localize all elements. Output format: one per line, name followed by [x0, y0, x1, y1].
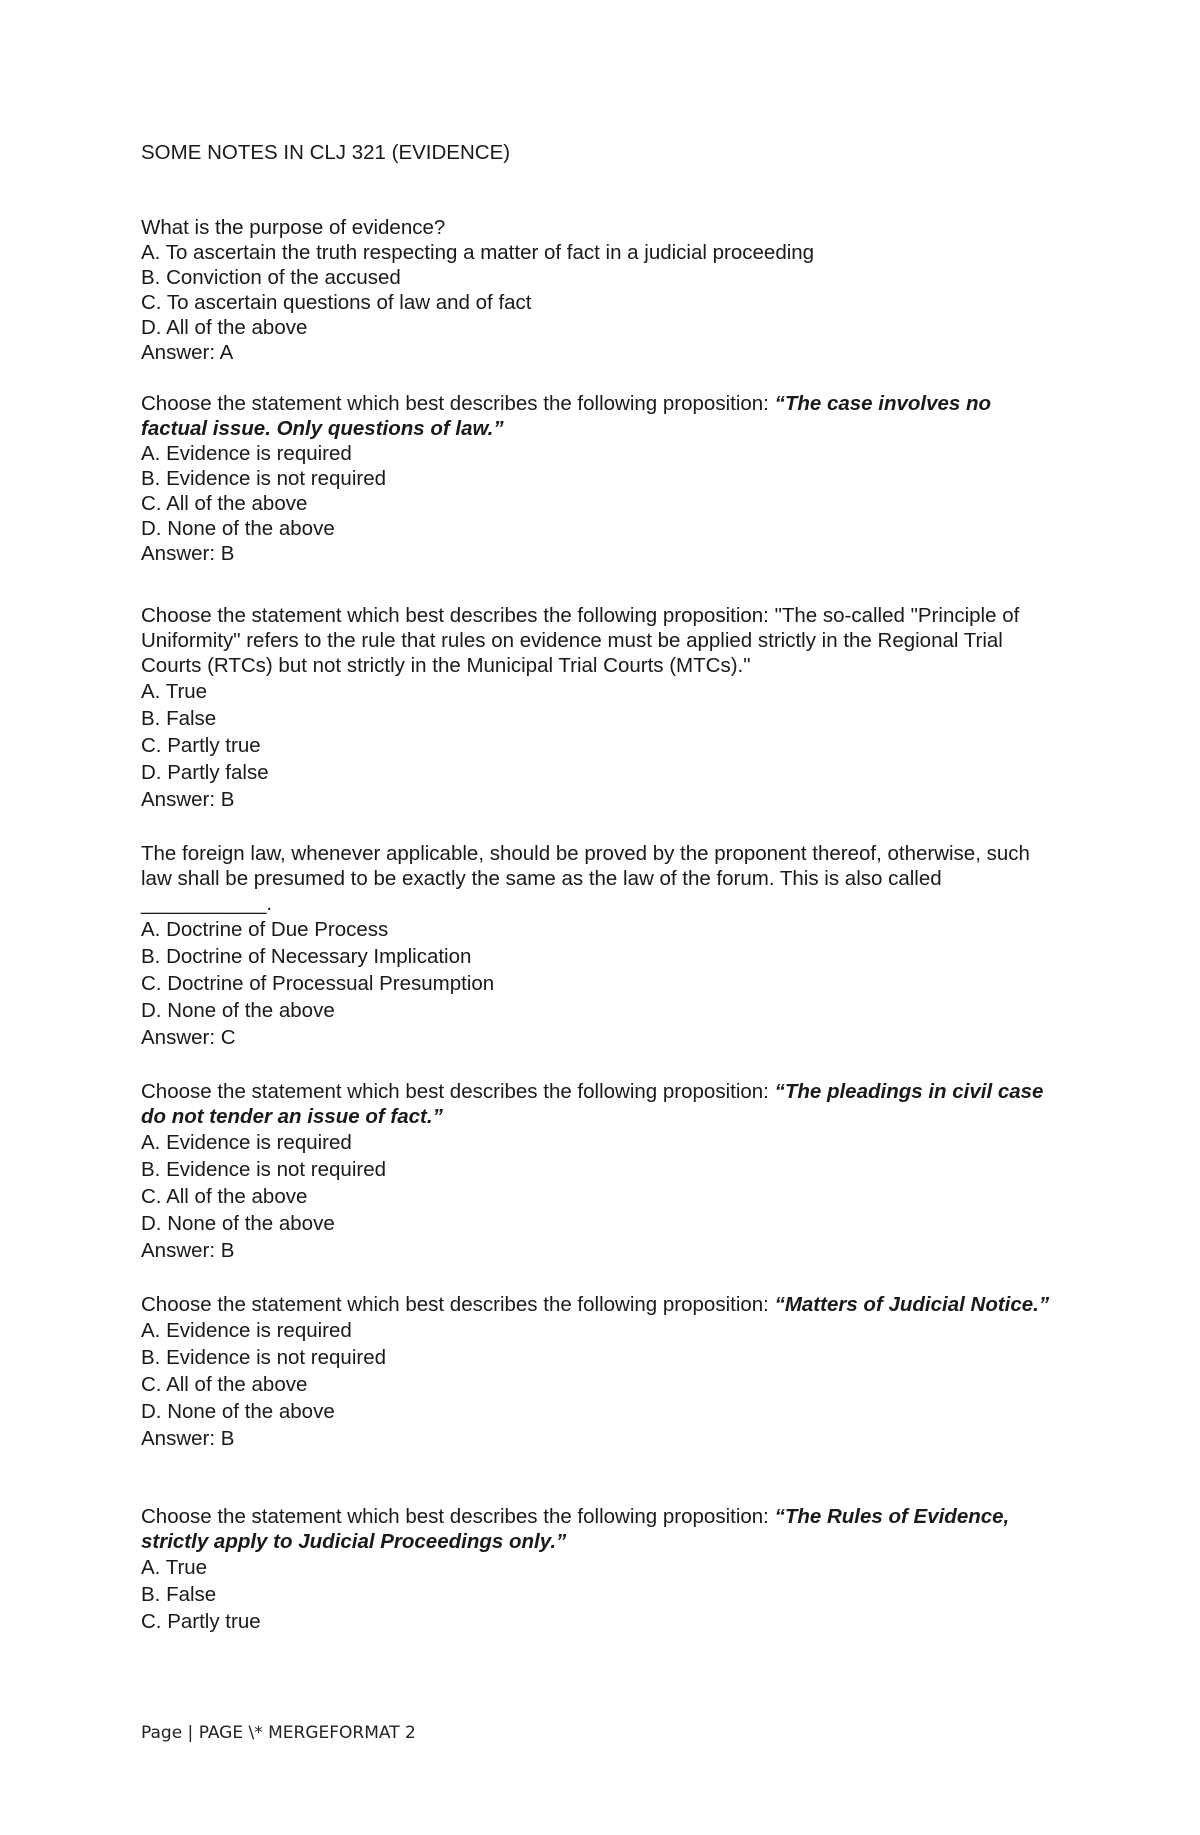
option-d: D. Partly false — [141, 761, 269, 784]
question-text: What is the purpose of evidence? — [141, 216, 446, 239]
option-d: D. None of the above — [141, 517, 335, 540]
question-6 — [141, 1292, 1061, 1452]
question-2 — [141, 391, 1061, 566]
option-a: A. Doctrine of Due Process — [141, 918, 389, 941]
answer: Answer: B — [141, 788, 235, 811]
question-lead: Choose the statement which best describes the following proposition: — [141, 1505, 775, 1528]
question-7 — [141, 1504, 1061, 1635]
option-c: C. Partly true — [141, 1610, 261, 1633]
page-footer: Page | PAGE \* MERGEFORMAT 2 — [141, 1723, 416, 1743]
option-a: A. To ascertain the truth respecting a matter of fact in a judicial proceeding — [141, 241, 815, 264]
question-text — [141, 1504, 1061, 1554]
question-text — [141, 1292, 1061, 1317]
option-b: B. Evidence is not required — [141, 1158, 386, 1181]
option-b: B. Doctrine of Necessary Implication — [141, 945, 472, 968]
question-lead: Choose the statement which best describes the following proposition: — [141, 392, 775, 415]
option-b: B. Conviction of the accused — [141, 266, 401, 289]
option-c: C. Partly true — [141, 734, 261, 757]
question-3 — [141, 603, 1061, 813]
option-a: A. Evidence is required — [141, 442, 352, 465]
question-text — [141, 391, 1061, 441]
option-c: C. All of the above — [141, 1185, 308, 1208]
question-lead: Choose the statement which best describes the following proposition: — [141, 1080, 775, 1103]
option-c: C. All of the above — [141, 492, 308, 515]
question-emphasis: “The case involves no factual issue. Only questions of law.” — [141, 392, 992, 440]
document-title: SOME NOTES IN CLJ 321 (EVIDENCE) — [141, 141, 511, 164]
question-5 — [141, 1079, 1061, 1264]
option-b: B. False — [141, 707, 217, 730]
document-body — [141, 140, 1061, 1635]
option-d: D. None of the above — [141, 999, 335, 1022]
question-lead: Choose the statement which best describes the following proposition: — [141, 1293, 775, 1316]
question-text — [141, 1079, 1061, 1129]
option-b: B. Evidence is not required — [141, 467, 386, 490]
answer: Answer: B — [141, 1239, 235, 1262]
answer: Answer: C — [141, 1026, 236, 1049]
answer: Answer: B — [141, 542, 235, 565]
option-a: A. Evidence is required — [141, 1131, 352, 1154]
option-b: B. Evidence is not required — [141, 1346, 386, 1369]
option-d: D. None of the above — [141, 1212, 335, 1235]
question-text: Choose the statement which best describes the following proposition: "The so-called "Principle of Uniformity" refers to the rule that rules on evidence must be applied strictly in the Regional Trial Courts (RTCs) but not strictly in the Municipal Trial Courts (MTCs)." — [141, 604, 1020, 677]
option-d: D. None of the above — [141, 1400, 335, 1423]
option-b: B. False — [141, 1583, 217, 1606]
question-emphasis: “The Rules of Evidence, strictly apply to Judicial Proceedings only.” — [141, 1505, 1010, 1553]
answer: Answer: B — [141, 1427, 235, 1450]
question-4 — [141, 841, 1061, 1051]
question-emphasis: “Matters of Judicial Notice.” — [774, 1293, 1050, 1316]
question-emphasis: “The pleadings in civil case do not tender an issue of fact.” — [141, 1080, 1044, 1128]
answer: Answer: A — [141, 341, 234, 364]
option-a: A. True — [141, 1556, 208, 1579]
question-1 — [141, 215, 1061, 365]
option-d: D. All of the above — [141, 316, 308, 339]
option-c: C. All of the above — [141, 1373, 308, 1396]
option-c: C. Doctrine of Processual Presumption — [141, 972, 495, 995]
option-a: A. True — [141, 680, 208, 703]
option-c: C. To ascertain questions of law and of fact — [141, 291, 532, 314]
question-text: The foreign law, whenever applicable, should be proved by the proponent thereof, otherwise, such law shall be presumed to be exactly the same as the law of the forum. This is also called ___________. — [141, 842, 1030, 915]
option-a: A. Evidence is required — [141, 1319, 352, 1342]
